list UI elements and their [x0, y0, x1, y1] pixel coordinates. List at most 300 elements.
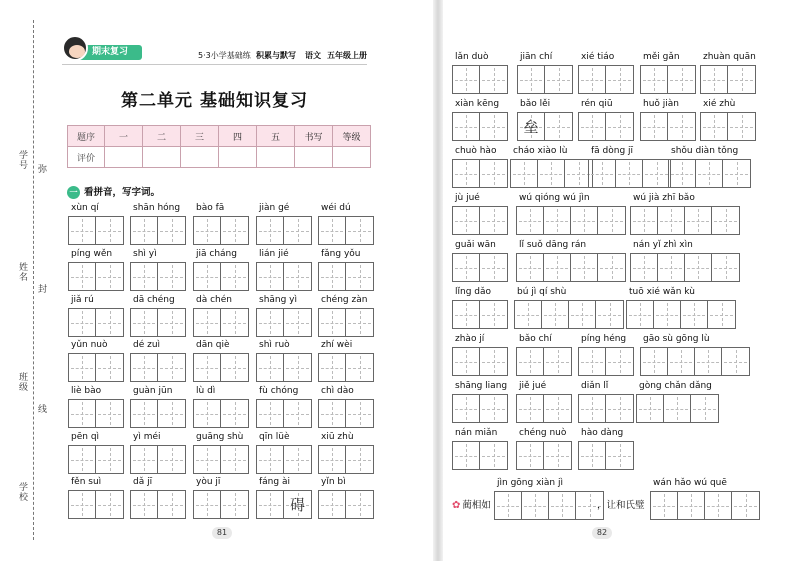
- character-box[interactable]: [544, 442, 571, 469]
- pinyin-label: dā chéng: [133, 295, 175, 305]
- character-box[interactable]: [685, 207, 712, 234]
- writing-grid: [193, 216, 249, 245]
- pinyin-label: chì dào: [321, 386, 354, 396]
- character-box[interactable]: [542, 301, 569, 328]
- writing-grid: [318, 216, 374, 245]
- writing-grid: [452, 159, 508, 188]
- pinyin-label: jiě jué: [519, 381, 547, 391]
- writing-grid: [130, 262, 186, 291]
- writing-grid: [256, 308, 312, 337]
- writing-grid: [68, 353, 124, 382]
- character-box[interactable]: [131, 354, 158, 381]
- character-box[interactable]: [606, 442, 633, 469]
- pinyin-label: jìn gōng xiàn jì: [497, 478, 563, 488]
- pinyin-label: chuò hào: [455, 146, 497, 156]
- character-box[interactable]: [517, 442, 544, 469]
- writing-grid: [68, 445, 124, 474]
- writing-grid: [256, 262, 312, 291]
- pinyin-label: rén qiū: [581, 99, 613, 109]
- character-box[interactable]: [319, 400, 346, 427]
- writing-grid: [318, 262, 374, 291]
- character-box[interactable]: [691, 395, 718, 422]
- character-box[interactable]: [517, 395, 544, 422]
- writing-grid: [516, 206, 626, 235]
- character-box[interactable]: [69, 446, 96, 473]
- character-box[interactable]: [522, 492, 549, 519]
- writing-grid: [68, 216, 124, 245]
- pinyin-label: dà chén: [196, 295, 232, 305]
- pinyin-label: dān qiè: [196, 340, 230, 350]
- character-box[interactable]: [480, 66, 507, 93]
- character-box[interactable]: [346, 491, 373, 518]
- writing-grid: [452, 206, 508, 235]
- character-box[interactable]: [96, 309, 123, 336]
- pinyin-label: nán yǐ zhì xìn: [633, 240, 693, 250]
- character-box[interactable]: [637, 395, 664, 422]
- character-box[interactable]: [69, 400, 96, 427]
- character-box[interactable]: [685, 254, 712, 281]
- pinyin-label: gāo sù gōng lù: [643, 334, 710, 344]
- character-box[interactable]: [515, 301, 542, 328]
- character-box[interactable]: [631, 207, 658, 234]
- character-box[interactable]: [641, 113, 668, 140]
- pinyin-label: lǐng dǎo: [455, 287, 492, 297]
- character-box[interactable]: [606, 66, 633, 93]
- character-box[interactable]: [517, 348, 544, 375]
- character-box[interactable]: [96, 400, 123, 427]
- writing-grid: [578, 441, 634, 470]
- character-box[interactable]: [319, 491, 346, 518]
- pinyin-label: xié zhù: [703, 99, 736, 109]
- evaluation-cell[interactable]: [181, 147, 219, 168]
- character-box[interactable]: [284, 446, 311, 473]
- character-box[interactable]: [346, 400, 373, 427]
- character-box[interactable]: [69, 491, 96, 518]
- writing-grid: [256, 353, 312, 382]
- character-box[interactable]: [544, 395, 571, 422]
- evaluation-cell[interactable]: [333, 147, 371, 168]
- writing-grid: [68, 490, 124, 519]
- character-box[interactable]: [579, 113, 606, 140]
- character-box[interactable]: [131, 217, 158, 244]
- spine-label-name: 姓名: [17, 262, 27, 282]
- character-box[interactable]: [131, 309, 158, 336]
- character-box[interactable]: [598, 254, 625, 281]
- character-box[interactable]: [668, 113, 695, 140]
- character-box[interactable]: [654, 301, 681, 328]
- character-box[interactable]: [194, 400, 221, 427]
- character-box[interactable]: [131, 263, 158, 290]
- spine-label-class: 班级: [17, 372, 27, 392]
- pinyin-label: pēn qì: [71, 432, 100, 442]
- character-box[interactable]: [284, 400, 311, 427]
- character-box[interactable]: [453, 207, 480, 234]
- character-box[interactable]: [544, 348, 571, 375]
- character-box[interactable]: [641, 348, 668, 375]
- character-box[interactable]: [643, 160, 670, 187]
- character-box[interactable]: [728, 66, 755, 93]
- character-box[interactable]: [668, 66, 695, 93]
- character-box[interactable]: [712, 207, 739, 234]
- writing-grid: [588, 159, 671, 188]
- character-box[interactable]: [221, 446, 248, 473]
- pinyin-label: wú jià zhī bǎo: [633, 193, 695, 203]
- badge-label: 期末复习: [76, 45, 142, 60]
- written-character: 垒: [523, 118, 539, 136]
- character-box[interactable]: [284, 217, 311, 244]
- character-box[interactable]: [696, 160, 723, 187]
- writing-grid: [256, 445, 312, 474]
- character-box[interactable]: [606, 348, 633, 375]
- character-box[interactable]: [606, 113, 633, 140]
- pinyin-label: wán hǎo wú quē: [653, 478, 727, 488]
- pinyin-label: lián jié: [259, 249, 289, 259]
- pinyin-label: fǎng yǒu: [321, 249, 361, 259]
- evaluation-row-label: 评价: [68, 147, 105, 168]
- header-rule: [62, 64, 367, 65]
- writing-grid: [318, 308, 374, 337]
- writing-grid: [630, 253, 740, 282]
- character-box[interactable]: [69, 263, 96, 290]
- writing-grid: [578, 394, 634, 423]
- character-box[interactable]: [606, 395, 633, 422]
- character-box[interactable]: [131, 400, 158, 427]
- character-box[interactable]: [579, 348, 606, 375]
- pinyin-label: fěn suì: [71, 477, 102, 487]
- character-box[interactable]: [257, 217, 284, 244]
- pinyin-label: lǐ suǒ dāng rán: [519, 240, 587, 250]
- pinyin-label: gòng chǎn dǎng: [639, 381, 712, 391]
- pinyin-label: yǔn nuò: [71, 340, 108, 350]
- grade-table: [67, 125, 371, 168]
- writing-grid: [516, 394, 572, 423]
- pinyin-label: qīn lüè: [259, 432, 290, 442]
- spine-label-school: 学校: [17, 482, 27, 502]
- character-box[interactable]: [549, 492, 576, 519]
- character-box[interactable]: [453, 395, 480, 422]
- character-box[interactable]: [194, 354, 221, 381]
- character-box[interactable]: [453, 442, 480, 469]
- character-box[interactable]: [453, 301, 480, 328]
- character-box[interactable]: [517, 254, 544, 281]
- character-box[interactable]: [538, 160, 565, 187]
- character-box[interactable]: [284, 491, 311, 518]
- writing-grid: [318, 399, 374, 428]
- writing-grid: [517, 112, 573, 141]
- character-box[interactable]: [158, 217, 185, 244]
- pinyin-label: píng héng: [581, 334, 627, 344]
- idiom-prefix: ✿ 蔺相如: [452, 500, 491, 511]
- character-box[interactable]: [641, 66, 668, 93]
- character-box[interactable]: [453, 113, 480, 140]
- writing-grid: [130, 399, 186, 428]
- writing-grid: [514, 300, 624, 329]
- pinyin-label: huǒ jiàn: [643, 99, 679, 109]
- pinyin-label: guàn jūn: [133, 386, 173, 396]
- character-box[interactable]: [453, 348, 480, 375]
- grade-col-level: 等级: [333, 126, 371, 147]
- pinyin-label: chéng zàn: [321, 295, 368, 305]
- character-box[interactable]: [705, 492, 732, 519]
- character-box[interactable]: [194, 263, 221, 290]
- writing-grid: [626, 300, 736, 329]
- pinyin-label: guāng shù: [196, 432, 244, 442]
- character-box[interactable]: [319, 354, 346, 381]
- pinyin-label: shì yì: [133, 249, 157, 259]
- evaluation-cell[interactable]: [219, 147, 257, 168]
- character-box[interactable]: [480, 254, 507, 281]
- pinyin-label: shāng yì: [259, 295, 298, 305]
- character-box[interactable]: [221, 217, 248, 244]
- character-box[interactable]: [158, 446, 185, 473]
- character-box[interactable]: [681, 301, 708, 328]
- evaluation-cell[interactable]: [295, 147, 333, 168]
- writing-grid: [578, 112, 634, 141]
- character-box[interactable]: [257, 263, 284, 290]
- character-box[interactable]: [569, 301, 596, 328]
- pinyin-label: jù jué: [455, 193, 480, 203]
- character-box[interactable]: [131, 491, 158, 518]
- grade-col-2: 二: [143, 126, 181, 147]
- section-heading: [67, 184, 160, 199]
- pinyin-label: wéi dú: [321, 203, 351, 213]
- character-box[interactable]: [669, 160, 696, 187]
- character-box[interactable]: [544, 207, 571, 234]
- character-box[interactable]: [722, 348, 749, 375]
- character-box[interactable]: [518, 66, 545, 93]
- writing-grid: [700, 65, 756, 94]
- character-box[interactable]: [518, 113, 545, 140]
- review-badge: [62, 41, 140, 61]
- writing-grid: [636, 394, 719, 423]
- character-box[interactable]: [480, 301, 507, 328]
- character-box[interactable]: [728, 113, 755, 140]
- character-box[interactable]: [453, 160, 480, 187]
- writing-grid: [640, 347, 750, 376]
- character-box[interactable]: [346, 446, 373, 473]
- character-box[interactable]: [346, 263, 373, 290]
- character-box[interactable]: [571, 254, 598, 281]
- character-box[interactable]: [545, 66, 572, 93]
- character-box[interactable]: [695, 348, 722, 375]
- writing-grid: [517, 65, 573, 94]
- evaluation-cell[interactable]: [143, 147, 181, 168]
- character-box[interactable]: [158, 400, 185, 427]
- character-box[interactable]: [480, 160, 507, 187]
- character-box[interactable]: [453, 254, 480, 281]
- character-box[interactable]: [651, 492, 678, 519]
- character-box[interactable]: [96, 491, 123, 518]
- pinyin-label: bǎo lěi: [520, 99, 551, 109]
- character-box[interactable]: [701, 113, 728, 140]
- writing-grid: [193, 490, 249, 519]
- pinyin-label: dǎ jī: [133, 477, 153, 487]
- mascot-icon: [62, 35, 88, 61]
- character-box[interactable]: [658, 207, 685, 234]
- pinyin-label: hào dàng: [581, 428, 624, 438]
- written-character: 碍: [289, 496, 305, 514]
- character-box[interactable]: [723, 160, 750, 187]
- character-box[interactable]: [480, 395, 507, 422]
- character-box[interactable]: [96, 263, 123, 290]
- writing-grid: [256, 216, 312, 245]
- cut-mark-xian: 线: [38, 405, 48, 415]
- character-box[interactable]: [658, 254, 685, 281]
- writing-grid: [668, 159, 751, 188]
- character-box[interactable]: [732, 492, 759, 519]
- character-box[interactable]: [589, 160, 616, 187]
- evaluation-cell[interactable]: [257, 147, 295, 168]
- character-box[interactable]: [631, 254, 658, 281]
- character-box[interactable]: [544, 254, 571, 281]
- character-box[interactable]: [158, 354, 185, 381]
- character-box[interactable]: [194, 491, 221, 518]
- pinyin-label: yì méi: [133, 432, 161, 442]
- character-box[interactable]: [579, 442, 606, 469]
- grade-col-5: 五: [257, 126, 295, 147]
- pinyin-label: lù dì: [196, 386, 216, 396]
- character-box[interactable]: [194, 217, 221, 244]
- pinyin-label: nán miǎn: [455, 428, 498, 438]
- pinyin-label: bǎo chí: [519, 334, 552, 344]
- pinyin-label: shì ruò: [259, 340, 290, 350]
- cut-mark-mi: 弥: [38, 165, 48, 175]
- header-series: 5·3小学基础练: [198, 51, 251, 60]
- pinyin-label: xiàn kēng: [455, 99, 500, 109]
- character-box[interactable]: [131, 446, 158, 473]
- character-box[interactable]: [69, 309, 96, 336]
- character-box[interactable]: [664, 395, 691, 422]
- writing-grid: [193, 308, 249, 337]
- pinyin-label: shāng liang: [455, 381, 508, 391]
- spine-label-student-number: 学号: [17, 150, 27, 170]
- character-box[interactable]: [598, 207, 625, 234]
- writing-grid: [193, 445, 249, 474]
- evaluation-cell[interactable]: [105, 147, 143, 168]
- writing-grid: [193, 353, 249, 382]
- character-box[interactable]: [708, 301, 735, 328]
- pinyin-label: zhí wèi: [321, 340, 353, 350]
- writing-grid: [193, 399, 249, 428]
- character-box[interactable]: [579, 395, 606, 422]
- character-box[interactable]: [69, 354, 96, 381]
- character-box[interactable]: [221, 354, 248, 381]
- character-box[interactable]: [284, 309, 311, 336]
- pinyin-label: jiān chí: [520, 52, 553, 62]
- character-box[interactable]: [69, 217, 96, 244]
- pinyin-label: bú jì qí shù: [517, 287, 567, 297]
- page-number-right: 82: [592, 527, 612, 539]
- writing-grid: [452, 65, 508, 94]
- writing-grid: [650, 491, 760, 520]
- character-box[interactable]: [579, 66, 606, 93]
- writing-grid: [130, 490, 186, 519]
- character-box[interactable]: [712, 254, 739, 281]
- character-box[interactable]: [158, 491, 185, 518]
- character-box[interactable]: [346, 309, 373, 336]
- character-box[interactable]: [678, 492, 705, 519]
- character-box[interactable]: [346, 217, 373, 244]
- writing-grid: [318, 445, 374, 474]
- character-box[interactable]: [480, 207, 507, 234]
- character-box[interactable]: [257, 491, 284, 518]
- character-box[interactable]: [480, 113, 507, 140]
- character-box[interactable]: [319, 446, 346, 473]
- character-box[interactable]: [221, 309, 248, 336]
- writing-grid: [68, 308, 124, 337]
- pinyin-label: xiū zhù: [321, 432, 354, 442]
- character-box[interactable]: [319, 217, 346, 244]
- character-box[interactable]: [495, 492, 522, 519]
- character-box[interactable]: [158, 263, 185, 290]
- writing-grid: [452, 394, 508, 423]
- binding-dash-line: [33, 20, 34, 540]
- character-box[interactable]: [627, 301, 654, 328]
- character-box[interactable]: [194, 309, 221, 336]
- character-box[interactable]: [257, 354, 284, 381]
- pinyin-label: shǒu diàn tǒng: [671, 146, 739, 156]
- writing-grid: [318, 490, 374, 519]
- pinyin-label: zhuàn quān: [703, 52, 756, 62]
- writing-grid: [640, 112, 696, 141]
- book-center-fold: [433, 0, 443, 561]
- character-box[interactable]: [158, 309, 185, 336]
- character-box[interactable]: [284, 263, 311, 290]
- character-box[interactable]: [668, 348, 695, 375]
- pinyin-label: yòu jī: [196, 477, 221, 487]
- writing-grid: [68, 262, 124, 291]
- character-box[interactable]: [96, 354, 123, 381]
- character-box[interactable]: [571, 207, 598, 234]
- character-box[interactable]: [221, 491, 248, 518]
- character-box[interactable]: [257, 446, 284, 473]
- writing-grid: [68, 399, 124, 428]
- writing-grid: [640, 65, 696, 94]
- writing-grid: [318, 353, 374, 382]
- pinyin-label: yǐn bì: [321, 477, 346, 487]
- character-box[interactable]: [701, 66, 728, 93]
- character-box[interactable]: [480, 442, 507, 469]
- character-box[interactable]: [596, 301, 623, 328]
- page-title: 第二单元 基础知识复习: [121, 91, 308, 111]
- character-box[interactable]: [257, 400, 284, 427]
- character-box[interactable]: [96, 217, 123, 244]
- character-box[interactable]: [194, 446, 221, 473]
- header-subject: 语文: [305, 51, 321, 60]
- pinyin-label: fáng ài: [259, 477, 290, 487]
- character-box[interactable]: [480, 348, 507, 375]
- character-box[interactable]: [257, 309, 284, 336]
- writing-grid: [700, 112, 756, 141]
- character-box[interactable]: [284, 354, 311, 381]
- pinyin-label: tuō xié wǎn kù: [629, 287, 695, 297]
- character-box[interactable]: [221, 400, 248, 427]
- pinyin-label: shān hóng: [133, 203, 181, 213]
- writing-grid: [452, 300, 508, 329]
- character-box[interactable]: [453, 66, 480, 93]
- character-box[interactable]: [545, 113, 572, 140]
- grade-col-3: 三: [181, 126, 219, 147]
- character-box[interactable]: [616, 160, 643, 187]
- character-box[interactable]: [221, 263, 248, 290]
- character-box[interactable]: [319, 263, 346, 290]
- character-box[interactable]: [96, 446, 123, 473]
- character-box[interactable]: [511, 160, 538, 187]
- character-box[interactable]: [346, 354, 373, 381]
- character-box[interactable]: [319, 309, 346, 336]
- character-box[interactable]: [517, 207, 544, 234]
- pinyin-label: jiàn gé: [259, 203, 290, 213]
